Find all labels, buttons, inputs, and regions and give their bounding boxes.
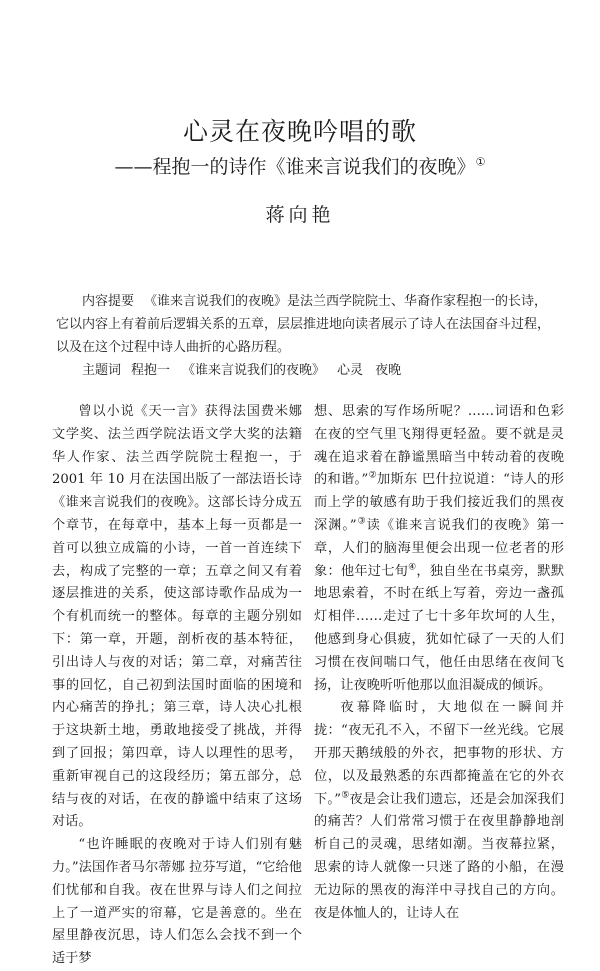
subtitle-text: ——程抱一的诗作《谁来言说我们的夜晚》 [114,156,476,178]
body-paragraph: “也许睡眠的夜晚对于诗人们别有魅力。”法国作者马尔蒂娜 拉芬写道，“它给他们忧郁和自我。夜在世界与诗人们之间拉上了一道严实的帘幕，它是善意的。坐在屋里静夜沉思，诗人们怎么会找不到一个适于梦 [52,837,302,967]
body-text: 夜是会让我们遗忘，还是会加深我们的痛苦？人们常常习惯于在夜里静静地剖析自己的灵魂，思绪如潮。当夜幕拉紧，思索的诗人就像一只迷了路的小船，在漫无边际的黑夜的海洋中寻找自己的方向。夜是体恤人的，让诗人在 [314,791,564,921]
footnote-marker: ② [368,471,377,481]
body-text: 夜幕降临时，大地似在一瞬间并拢：“夜无孔不入，不留下一丝光线。它展开那天鹅绒般的外衣，把事物的形状、方位，以及最熟悉的东西都掩盖在它的外衣下。” [314,700,564,807]
body-text: 想、思索的写作场所呢？……词语和色彩在夜的空气里飞翔得更轻盈。要不就是灵魂在追求着在静谧黑暗当中转动着的夜晚的和谐。” [314,404,564,488]
article-subtitle [0,152,600,179]
body-text: ，独自坐在书桌旁，默默地思索着，不时在纸上写着，旁边一盏孤灯相伴……走过了七十多年坎坷的人生，他感到身心俱疲，犹如忙碌了一天的人们习惯在夜间喘口气，他任由思绪在夜间飞扬，让夜晚听听他那以血泪凝成的倾诉。 [314,563,565,693]
keyword: 程抱一 [131,363,171,378]
body-paragraph [314,401,564,697]
keywords-label: 主题词 [82,363,122,378]
keywords-line [56,359,556,382]
body-text: 加斯东 巴什拉说道：“诗人的形而上学的敏感有助于我们接近我们的黑夜深渊。” [314,472,564,533]
keyword: 《谁来言说我们的夜晚》 [182,363,326,378]
footnote-marker: ④ [408,562,417,573]
body-column-left [52,401,302,967]
body-paragraph [314,697,564,925]
subtitle-footnote-marker: ① [475,155,486,169]
footnote-marker: ⑤ [340,790,350,801]
abstract-text: 《谁来言说我们的夜晚》是法兰西学院院士、华裔作家程抱一的长诗，它以内容上有着前后逻辑关系的五章，层层推进地向读者展示了诗人在法国奋斗过程，以及在这个过程中诗人曲折的心路历程。 [56,294,551,355]
keyword: 心灵 [337,363,364,378]
body-text: 读《谁来言说我们的夜晚》第一章，人们的脑海里便会出现一位老者的形象：他年过七旬 [314,517,564,579]
footnote-marker: ③ [356,516,367,527]
keyword: 夜晚 [375,363,402,378]
abstract-label: 内容提要 [82,294,135,309]
abstract-paragraph [56,290,556,359]
body-column-right [314,401,565,921]
body-paragraph: 曾以小说《天一言》获得法国费米娜文学奖、法兰西学院法语文学大奖的法籍华人作家、法兰西学院院士程抱一，于 2001 年 10 月在法国出版了一部法语长诗《谁来言说我们的夜晚》。这部长诗分成五个章节，在每章中，基本上每一页都是一首可以独立成篇的小诗，一首一首连续下去，构成了完整的一章；五章之间又有着逐层推进的关系，使这部诗歌作品成为一个有机而统一的整体。每章的主题分别如下：第一章，开题，剖析夜的基本特征，引出诗人与夜的对话；第二章，对痛苦往事的回忆，自己初到法国时面临的困境和内心痛苦的挣扎；第三章，诗人决心扎根于这块新土地，勇敢地接受了挑战，并得到了回报；第四章，诗人以理性的思考，重新审视自己的这段经历；第五部分，总结与夜的对话，在夜的静谧中结束了这场对话。 [52,404,302,830]
abstract-block [56,290,556,382]
article-title: 心灵在夜晚吟唱的歌 [182,117,417,146]
author-name: 蒋向艳 [265,204,335,226]
